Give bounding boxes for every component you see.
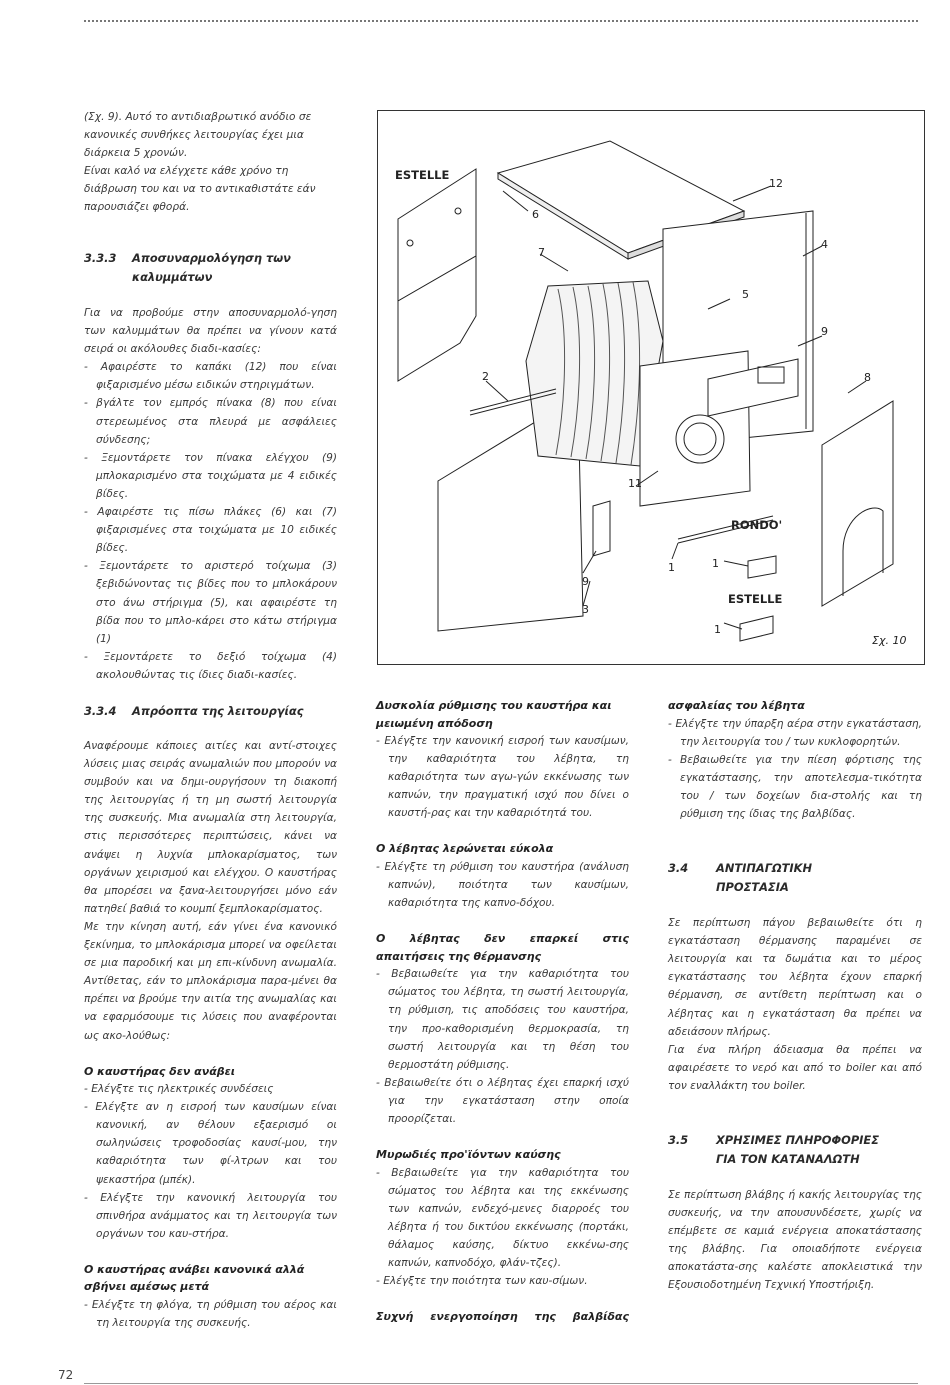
section-34-heading xyxy=(668,859,922,897)
intro-line: παρουσιάζει φθορά. xyxy=(84,201,190,214)
section-number: 3.5 xyxy=(668,1133,689,1147)
intro-line: Είναι καλό να ελέγχετε κάθε χρόνο τη xyxy=(84,165,289,178)
bottom-rule xyxy=(84,1383,918,1384)
trouble-item: - Βεβαιωθείτε για την καθαριότητα του σώματος του λέβητα και της εκκένωσης των καπνών, ενδεχό-μενες διαρροές του λέβητα ή του δικτύου εκκένωσης (πορτάκι, θάλαμος καύσης, δίκτυο εκκένω-σης καπνών, καπνοδόχο, φλάν-τζες). xyxy=(376,1166,629,1270)
trouble-item: - Ελέγξτε την ύπαρξη αέρα στην εγκατάσταση, την λειτουργία του / των κυκλοφορητών. xyxy=(668,717,922,748)
section-title-line: Αποσυναρμολόγηση των xyxy=(132,251,291,265)
part-label: 12 xyxy=(769,177,783,190)
trouble-heading-line: απαιτήσεις της θέρμανσης xyxy=(376,949,542,963)
trouble-item: - Βεβαιωθείτε για την καθαριότητα του σώματος του λέβητα, τη σωστή λειτουργία, τη ρύθμιση, τις αποδόσεις του καυστήρα, την προ-καθορισμένη θερμοκρασία, τη σωστή λειτουργία και τη θέση του θερμοστάτη ρύθμισης. xyxy=(376,968,629,1071)
trouble-item: - Βεβαιωθείτε ότι ο λέβητας έχει επαρκή ισχύ για την εγκατάσταση στην οποία προορίζεται. xyxy=(376,1076,629,1125)
part-label: 9 xyxy=(821,325,828,338)
section-334-intro-continued: Με την κίνηση αυτή, εάν γίνει ένα κανονικό ξεκίνημα, το μπλοκάρισμα μπορεί να οφείλεται σε μια παροδική και μη επι-κίνδυνη ανωμαλία. Αντίθετας, εάν το μπλοκάρισμα παρα-μένει θα πρέπει να βρούμε την αιτία της ανωμαλίας και να εφαρμόσουμε τις λύσεις που αναφέρονται ως ακο-λούθως: xyxy=(84,920,337,1042)
part-label: 1 xyxy=(714,623,721,636)
trouble-heading: ασφαλείας του λέβητα xyxy=(668,699,805,712)
intro-line: διάβρωση του και να το αντικαθιστάτε εάν xyxy=(84,183,316,196)
brand-label-rondo: RONDO' xyxy=(731,518,783,532)
troubleshooting-right-column xyxy=(668,697,922,1295)
part-label: 2 xyxy=(482,370,489,383)
trouble-heading-line: Δυσκολία ρύθμισης του καυστήρα και xyxy=(376,699,612,712)
trouble-item: - Ελέγξτε αν η εισροή των καυσίμων είναι κανονική, αν θέλουν εξαερισμό οι σωληνώσεις τροφοδοσίας καυσί-μου, την καθαριότητα των φί-λτρων και του ψεκαστήρα (μπέκ). xyxy=(84,1101,337,1186)
section-title-line: ΓΙΑ ΤΟΝ ΚΑΤΑΝΑΛΩΤΗ xyxy=(716,1152,860,1166)
part-label: 4 xyxy=(821,238,828,251)
part-label: 1 xyxy=(668,561,675,574)
part-label: 9 xyxy=(582,575,589,588)
brand-label-estelle-top: ESTELLE xyxy=(395,168,450,182)
section-number: 3.4 xyxy=(668,861,689,876)
intro-block xyxy=(84,108,337,217)
trouble-heading xyxy=(84,1261,337,1296)
trouble-heading: Μυρωδιές προ'ϊόντων καύσης xyxy=(376,1148,561,1162)
section-number: 3.3.4 xyxy=(84,704,117,718)
trouble-heading: Ο καυστήρας δεν ανάβει xyxy=(84,1064,236,1078)
trouble-item: - Ελέγξτε τη ρύθμιση του καυστήρα (ανάλυση καπνών), ποιότητα των καυσίμων, καθαριότητα της καπνο-δόχου. xyxy=(376,860,629,910)
part-label: 11 xyxy=(628,477,642,490)
page-number: 72 xyxy=(58,1368,74,1382)
trouble-heading-line: σβήνει αμέσως μετά xyxy=(84,1280,210,1294)
step-item: - βγάλτε τον εμπρός πίνακα (8) που είναι στερεωμένος στα πλευρά με ασφάλειες σύνδεσης; xyxy=(84,397,337,446)
trouble-heading xyxy=(376,930,629,965)
section-34-paragraph: Σε περίπτωση πάγου βεβαιωθείτε ότι η εγκατάσταση θέρμανσης παραμένει σε λειτουργία και τα δωμάτια και το μέρος εγκατάστασης του λέβητα έχουν επαρκή θέρμανση, σε αντίθετη περίπτωση και ο λέβητας και η εγκατάσταση θα πρέπει να αδειάσουν πλήρως. xyxy=(668,917,922,1038)
part-label: 6 xyxy=(532,208,539,221)
part-label: 5 xyxy=(742,288,749,301)
step-item: - Αφαιρέστε τις πίσω πλάκες (6) και (7) φιξαρισμένες στα τοιχώματα με 10 ειδικές βίδες. xyxy=(84,506,337,555)
step-item: - Αφαιρέστε το καπάκι (12) που είναι φιξαρισμένο μέσω ειδικών στηριγμάτων. xyxy=(84,361,337,392)
section-title-line: ΠΡΟΣΤΑΣΙΑ xyxy=(716,880,789,895)
section-title: Απρόοπτα της λειτουργίας xyxy=(132,704,304,718)
figure-caption: Σχ. 10 xyxy=(872,634,907,647)
part-label: 7 xyxy=(538,246,545,259)
trouble-heading-line: Ο λέβητας δεν επαρκεί στις xyxy=(376,932,629,946)
trouble-item: - Ελέγξτε την κανονική εισροή των καυσίμων, την καθαριότητα του λέβητα, τη καθαριότητα των αγω-γών εκκένωσης των καπνών, την πραγματική ισχύ που δίνει ο καυστή-ρας και την καθαριότητά του. xyxy=(376,735,629,820)
trouble-item: - Βεβαιωθείτε για την πίεση φόρτισης της εγκατάστασης, την αποτελεσμα-τικότητα του / των δοχείων δια-στολής και τη ρύθμιση της ίδιας της βαλβίδας. xyxy=(668,753,922,820)
intro-line: κανονικές συνθήκες λειτουργίας έχει μια xyxy=(84,129,304,142)
trouble-heading-line: Ο καυστήρας ανάβει κανονικά αλλά xyxy=(84,1262,305,1276)
intro-line: (Σχ. 9). Αυτό το αντιδιαβρωτικό ανόδιο σε xyxy=(84,111,312,123)
section-34-paragraph: Για ένα πλήρη άδειασμα θα πρέπει να αφαιρέσετε το νερό και από το boiler και από τον εναλλάκτη του boiler. xyxy=(668,1043,922,1092)
section-number: 3.3.3 xyxy=(84,251,117,265)
trouble-item: - Ελέγξτε την ποιότητα των καυ-σίμων. xyxy=(376,1275,588,1288)
trouble-heading xyxy=(376,697,629,732)
trouble-heading-line: μειωμένη απόδοση xyxy=(376,716,493,730)
trouble-heading: Ο λέβητας λερώνεται εύκολα xyxy=(376,842,554,856)
section-title-line: καλυμμάτων xyxy=(132,270,213,284)
part-label: 1 xyxy=(712,557,719,570)
section-334-intro: Αναφέρουμε κάποιες αιτίες και αντί-στοιχες λύσεις μιας σειράς ανωμαλιών που μπορούν να συμβούν και να δημι-ουργήσουν τη διακοπή της λειτουργίας ή τη μη σωστή λειτουργία της συσκευής. Μια ανωμαλία στη λειτουργία, στις περισσότερες περιπτώσεις, κάνει να ανάψει η λυχνία μπλοκαρίσματος, των οργάνων χειρισμού και ελέγχου. Ο καυστήρας θα μπορέσει να ξανα-λειτουργήσει μόνο εάν πατηθεί βαθιά το κουμπί ξεμπλοκαρίσματος. xyxy=(84,740,337,915)
brand-label-estelle-bottom: ESTELLE xyxy=(728,592,783,606)
part-label: 3 xyxy=(582,603,589,616)
trouble-item: - Ελέγξτε τις ηλεκτρικές συνδέσεις xyxy=(84,1083,274,1096)
section-35-paragraph: Σε περίπτωση βλάβης ή κακής λειτουργίας της συσκευής, να την απουσυνδέσετε, χωρίς να επέμβετε σε καμιά ενέργεια αποκατάστασης της βλάβης. Για οποιαδήποτε ενέργεια αποκατάστα-σης καλέστε αποκλειστικά την Εξουσιοδοτημένη Τεχνική Υποστήριξη. xyxy=(668,1189,922,1292)
section-333-intro: Για να προβούμε στην αποσυναρμολό-γηση των καλυμμάτων θα πρέπει να γίνουν κατά σειρά οι ακόλουθες διαδι-κασίες: xyxy=(84,307,337,356)
section-title-line: ΧΡΗΣΙΜΕΣ ΠΛΗΡΟΦΟΡΙΕΣ xyxy=(716,1133,879,1147)
trouble-heading: Συχνή ενεργοποίηση της βαλβίδας xyxy=(376,1310,629,1324)
exploded-view-drawing xyxy=(378,111,924,664)
step-item: - Ξεμοντάρετε το αριστερό τοίχωμα (3) ξεβιδώνοντας τις βίδες που το μπλοκάρουν στο άνω στήριγμα (5), και αφαιρέστε τη βίδα που το μπλο-κάρει στο κάτω στήριγμα (1) xyxy=(84,560,337,645)
section-333-heading xyxy=(84,249,337,287)
section-35-heading xyxy=(668,1131,922,1169)
step-item: - Ξεμοντάρετε τον πίνακα ελέγχου (9) μπλοκαρισμένο στα τοιχώματα με 4 ειδικές βίδες. xyxy=(84,451,337,500)
section-334 xyxy=(84,702,337,1332)
intro-line: διάρκεια 5 χρονών. xyxy=(84,147,188,160)
step-item: - Ξεμοντάρετε το δεξιό τοίχωμα (4) ακολουθώντας τις ίδιες διαδι-κασίες. xyxy=(84,650,337,681)
section-334-heading xyxy=(84,702,337,721)
top-dotted-rule xyxy=(84,20,918,22)
part-label: 8 xyxy=(864,371,871,384)
boiler-exploded-diagram xyxy=(377,110,925,665)
section-title-line: ΑΝΤΙΠΑΓΩΤΙΚΗ xyxy=(716,861,813,876)
trouble-item: - Ελέγξτε τη φλόγα, τη ρύθμιση του αέρος και τη λειτουργία της συσκευής. xyxy=(84,1298,337,1330)
section-333 xyxy=(84,249,337,684)
trouble-item: - Ελέγξτε την κανονική λειτουργία του σπινθήρα ανάμματος και τη λειτουργία των οργάνων του καυ-στήρα. xyxy=(84,1191,337,1240)
troubleshooting-middle-column xyxy=(376,697,629,1326)
